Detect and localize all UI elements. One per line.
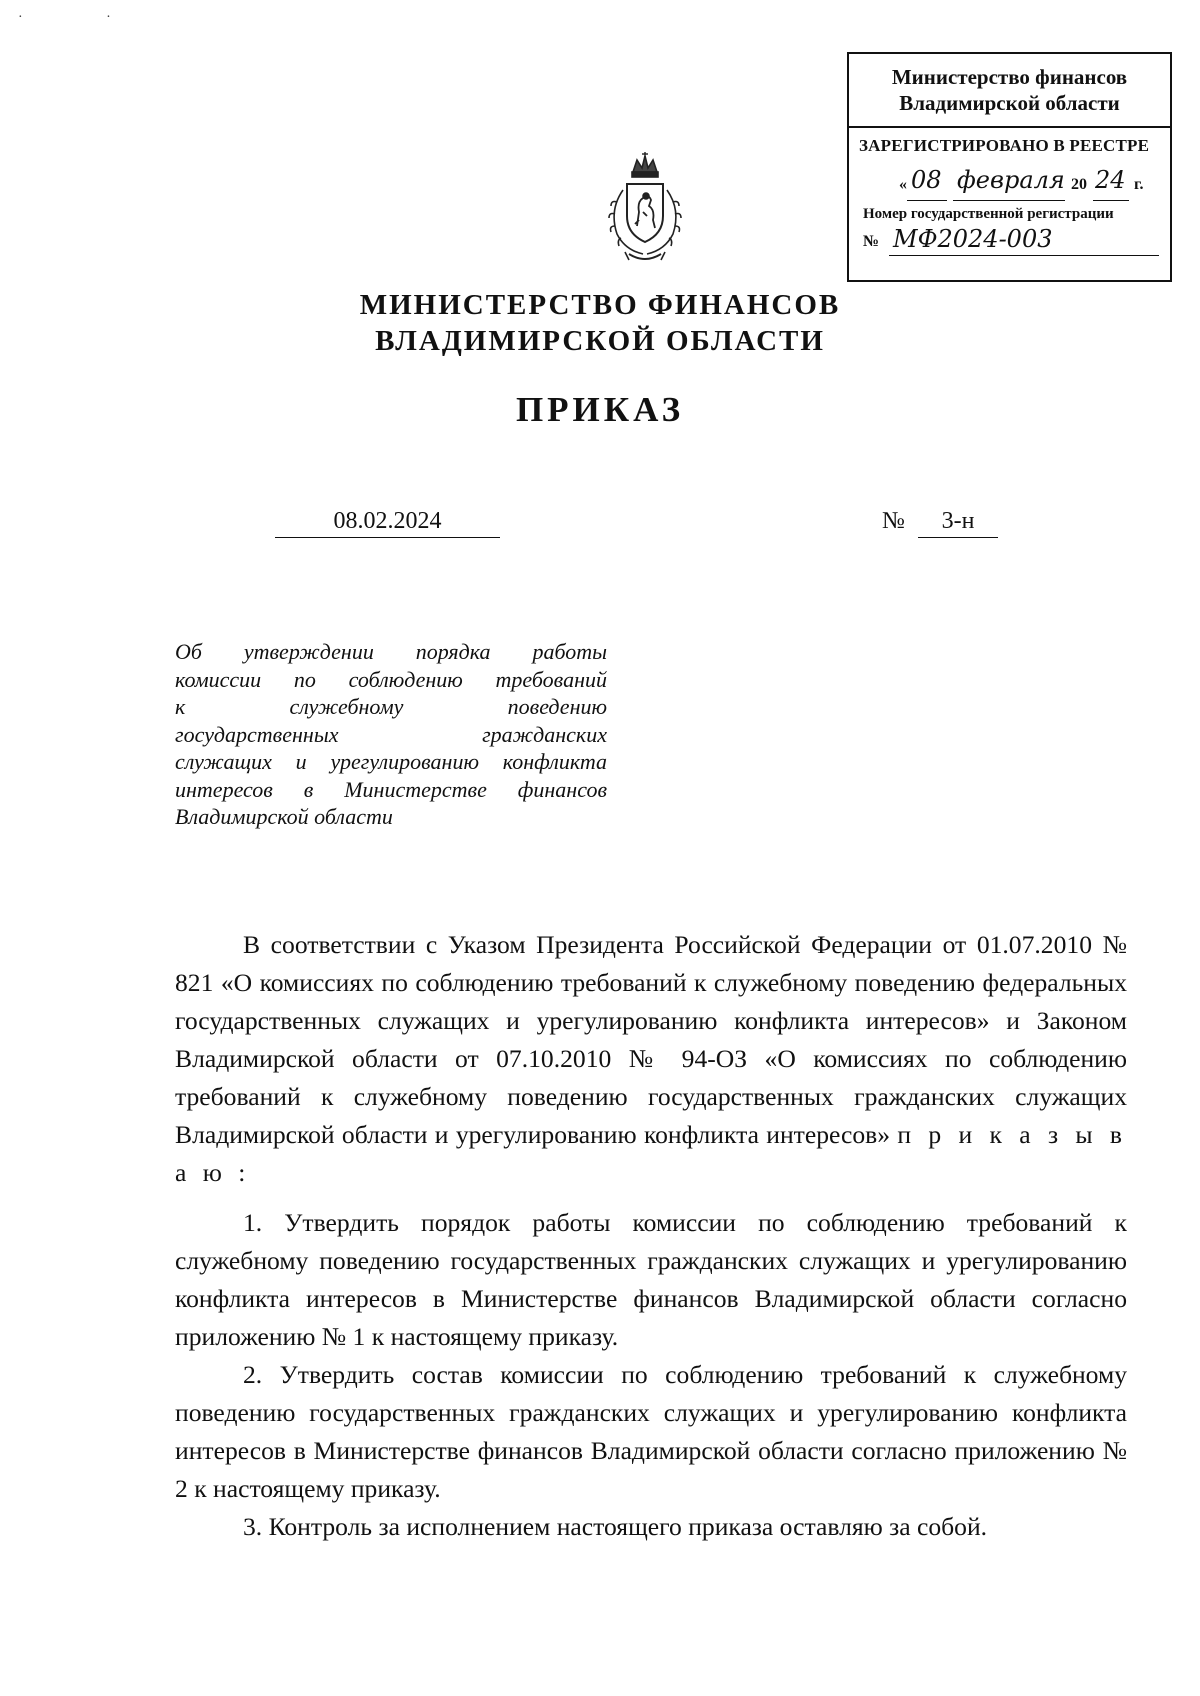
order-number-label: № bbox=[882, 508, 905, 534]
subject-line: интересов в Министерстве финансов bbox=[175, 776, 607, 802]
ministry-title-line1: МИНИСТЕРСТВО ФИНАНСОВ bbox=[359, 289, 841, 321]
stamp-date-year-prefix: 20 bbox=[1071, 176, 1087, 193]
order-number: 3-н bbox=[918, 508, 998, 538]
order-item-2: 2. Утвердить состав комиссии по соблюдению требований к служебному поведению государственных гражданских служащих и урегулированию конфликта интересов в Министерстве финансов Владимирской области согласно приложению № 2 к настоящему приказу. bbox=[175, 1360, 1127, 1503]
stamp-reg-number bbox=[849, 223, 1170, 253]
preamble-paragraph bbox=[175, 926, 1127, 1192]
stamp-date-year-underline bbox=[1093, 200, 1129, 201]
order-item-1: 1. Утвердить порядок работы комиссии по соблюдению требований к служебному поведению государственных гражданских служащих и урегулированию конфликта интересов в Министерстве финансов Владимирской области согласно приложению № 1 к настоящему приказу. bbox=[175, 1208, 1127, 1351]
stamp-date-day-underline bbox=[907, 200, 947, 201]
ministry-title bbox=[0, 287, 1200, 359]
stamp-org-line1: Министерство финансов bbox=[891, 65, 1128, 89]
stamp-date-month-underline bbox=[953, 200, 1065, 201]
stamp-date-quote: « bbox=[899, 176, 907, 193]
stamp-organization bbox=[849, 54, 1170, 116]
subject-line: комиссии по соблюдению требований bbox=[175, 666, 607, 692]
order-subject bbox=[175, 638, 607, 831]
order-item-3: 3. Контроль за исполнением настоящего приказа оставляю за собой. bbox=[243, 1512, 988, 1541]
stamp-registered-label: ЗАРЕГИСТРИРОВАНО В РЕЕСТРЕ bbox=[859, 136, 1150, 155]
stamp-reg-number-underline bbox=[889, 255, 1159, 256]
coat-of-arms-emblem bbox=[599, 150, 691, 270]
stamp-date-year-mark: г. bbox=[1134, 176, 1144, 193]
document-type-title: ПРИКАЗ bbox=[515, 390, 685, 429]
stamp-date bbox=[849, 162, 1170, 200]
stamp-org-line2: Владимирской области bbox=[899, 91, 1120, 115]
stamp-reg-number-prefix: № bbox=[863, 233, 880, 250]
stamp-date-month: февраля bbox=[957, 166, 1065, 194]
directive-text: п р и к а з ы в а ю : bbox=[175, 1120, 1127, 1187]
preamble-text: В соответствии с Указом Президента Российской Федерации от 01.07.2010 № 821 «О комиссиях по соблюдению требований к служебному поведению федеральных государственных служащих и урегулированию конфликта интересов» и Законом Владимирской области от 07.10.2010 № 94-ОЗ «О комиссиях по соблюдению требований к служебному поведению государственных гражданских служащих Владимирской области и урегулированию конфликта интересов» bbox=[175, 930, 1127, 1149]
stamp-reg-number-label: Номер государственной регистрации bbox=[863, 206, 1114, 222]
subject-line: к служебному поведению bbox=[175, 694, 607, 719]
subject-line: государственных гражданских bbox=[175, 721, 607, 747]
scan-specks: · · bbox=[18, 10, 151, 25]
stamp-date-day: 08 bbox=[911, 166, 942, 194]
stamp-reg-number-value: МФ2024-003 bbox=[893, 225, 1053, 253]
order-date: 08.02.2024 bbox=[275, 508, 500, 538]
stamp-date-year-suffix: 24 bbox=[1095, 166, 1126, 194]
ministry-title-line2: ВЛАДИМИРСКОЙ ОБЛАСТИ bbox=[375, 325, 825, 357]
subject-line: Владимирской области bbox=[175, 804, 393, 829]
subject-line: Об утверждении порядка работы bbox=[175, 639, 607, 664]
order-body bbox=[175, 926, 1127, 1546]
registration-stamp bbox=[847, 52, 1172, 282]
subject-line: служащих и урегулированию конфликта bbox=[175, 749, 607, 774]
